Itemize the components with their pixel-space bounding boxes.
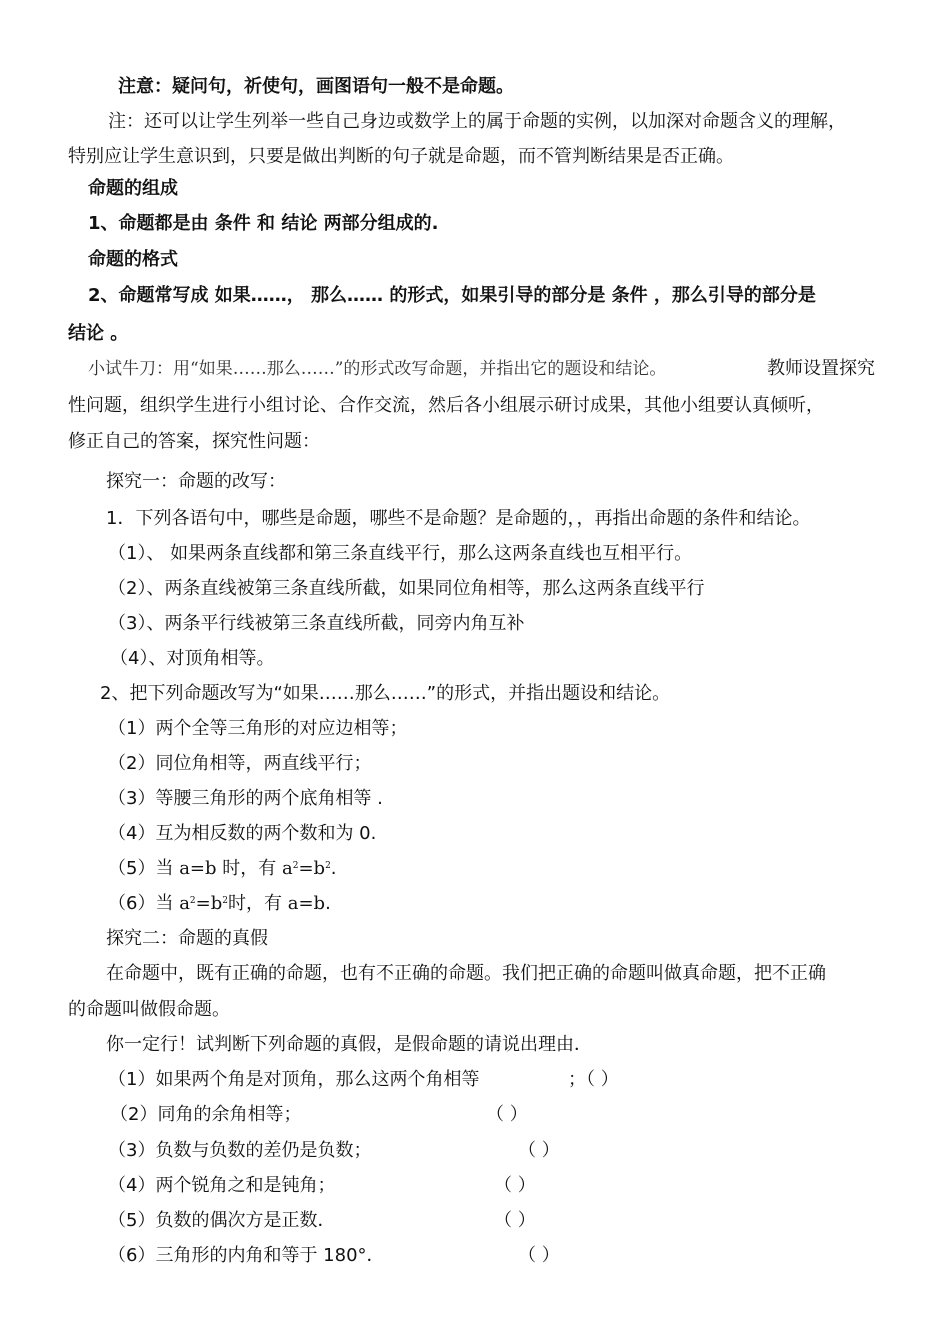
exploration-2-title: 探究二：命题的真假 <box>106 928 268 949</box>
exploration-1-item-3: （3）、两条平行线被第三条直线所截，同旁内角互补 <box>108 613 525 634</box>
true-false-answer-blank-5[interactable]: （ ） <box>494 1210 536 1231</box>
exploration-1-question-1: 1．下列各语句中，哪些是命题，哪些不是命题？是命题的，，再指出命题的条件和结论。 <box>106 508 811 529</box>
rewrite-item-5-prefix: （5）当 <box>108 858 180 879</box>
composition-statement: 1、命题都是由 条件 和 结论 两部分组成的. <box>88 213 439 234</box>
rewrite-item-5-exponent-2: 2 <box>325 861 331 871</box>
rewrite-item-6-end: . <box>325 893 331 914</box>
exploration-1-question-2: 2、把下列命题改写为“如果……那么……”的形式，并指出题设和结论。 <box>100 683 671 704</box>
true-false-item-1: （1）如果两个角是对顶角，那么这两个角相等 <box>108 1069 480 1090</box>
exploration-1-title: 探究一：命题的改写： <box>106 471 286 492</box>
note-title: 注意：疑问句，祈使句，画图语句一般不是命题。 <box>118 76 514 97</box>
exploration-1-item-1: （1）、 如果两条直线都和第三条直线平行，那么这两条直线也互相平行。 <box>108 543 693 564</box>
exploration-1-item-4: （4）、对顶角相等。 <box>110 648 275 669</box>
format-statement-line-2: 结论 。 <box>68 323 129 344</box>
rewrite-item-6 <box>108 892 331 916</box>
rewrite-item-5-exponent-1: 2 <box>292 861 299 871</box>
rewrite-item-6-exponent-2: 2 <box>222 896 228 906</box>
section-title-format: 命题的格式 <box>88 249 178 270</box>
rewrite-item-6-mid: 时，有 <box>228 893 288 914</box>
rewrite-item-3: （3）等腰三角形的两个底角相等 . <box>108 788 383 809</box>
rewrite-item-6-prefix: （6）当 <box>108 893 180 914</box>
exploration-2-task: 你一定行！试判断下列命题的真假，是假命题的请说出理由． <box>106 1034 592 1055</box>
teacher-setup-line-2: 性问题，组织学生进行小组讨论、合作交流，然后各小组展示研讨成果，其他小组要认真倾听， <box>68 395 824 416</box>
format-statement-line-1: 2、命题常写成 如果……， 那么…… 的形式，如果引导的部分是 条件 ，那么引导的部分是 <box>88 285 816 306</box>
true-false-answer-blank-3[interactable]: （ ） <box>518 1140 560 1161</box>
true-false-item-6: （6）三角形的内角和等于 180°． <box>108 1245 385 1266</box>
rewrite-item-5-end: . <box>330 858 337 879</box>
rewrite-item-5-equals: =b <box>298 858 326 879</box>
rewrite-item-5-condition: a=b <box>179 858 217 879</box>
true-false-answer-blank-2[interactable]: （ ） <box>486 1104 528 1125</box>
rewrite-item-6-base: a <box>179 893 190 914</box>
rewrite-item-5-mid: 时，有 <box>216 858 282 879</box>
try-it-prompt: 小试牛刀：用“如果……那么……”的形式改写命题，并指出它的题设和结论。 <box>88 359 667 379</box>
rewrite-item-6-equals: =b <box>195 893 223 914</box>
rewrite-item-5-base: a <box>281 858 293 879</box>
rewrite-item-2: （2）同位角相等，两直线平行； <box>108 753 372 774</box>
exploration-2-paragraph-line-1: 在命题中，既有正确的命题，也有不正确的命题。我们把正确的命题叫做真命题，把不正确 <box>106 963 826 984</box>
true-false-answer-blank-1[interactable]: ；（ ） <box>568 1069 619 1090</box>
exploration-1-item-2: （2）、两条直线被第三条直线所截，如果同位角相等，那么这两条直线平行 <box>108 578 705 599</box>
exploration-2-paragraph-line-2: 的命题叫做假命题。 <box>68 999 230 1020</box>
rewrite-item-5 <box>108 857 337 881</box>
teacher-setup-line-3: 修正自己的答案，探究性问题： <box>68 431 320 452</box>
true-false-item-5: （5）负数的偶次方是正数． <box>108 1210 336 1231</box>
true-false-answer-blank-4[interactable]: （ ） <box>494 1175 536 1196</box>
true-false-answer-blank-6[interactable]: （ ） <box>518 1245 560 1266</box>
teacher-setup-start: 教师设置探究 <box>767 358 875 379</box>
rewrite-item-1: （1）两个全等三角形的对应边相等； <box>108 718 408 739</box>
true-false-item-2: （2）同角的余角相等； <box>110 1104 302 1125</box>
rewrite-item-6-exponent-1: 2 <box>189 896 196 906</box>
rewrite-item-4: （4）互为相反数的两个数和为 0. <box>108 823 377 844</box>
section-title-composition: 命题的组成 <box>88 178 178 199</box>
note-paragraph-line-2: 特别应让学生意识到，只要是做出判断的句子就是命题，而不管判断结果是否正确。 <box>68 146 734 167</box>
rewrite-item-6-conclusion: a=b <box>287 893 326 914</box>
note-paragraph-line-1: 注：还可以让学生列举一些自己身边或数学上的属于命题的实例，以加深对命题含义的理解， <box>108 111 846 132</box>
true-false-item-4: （4）两个锐角之和是钝角； <box>108 1175 336 1196</box>
true-false-item-3: （3）负数与负数的差仍是负数； <box>108 1140 372 1161</box>
